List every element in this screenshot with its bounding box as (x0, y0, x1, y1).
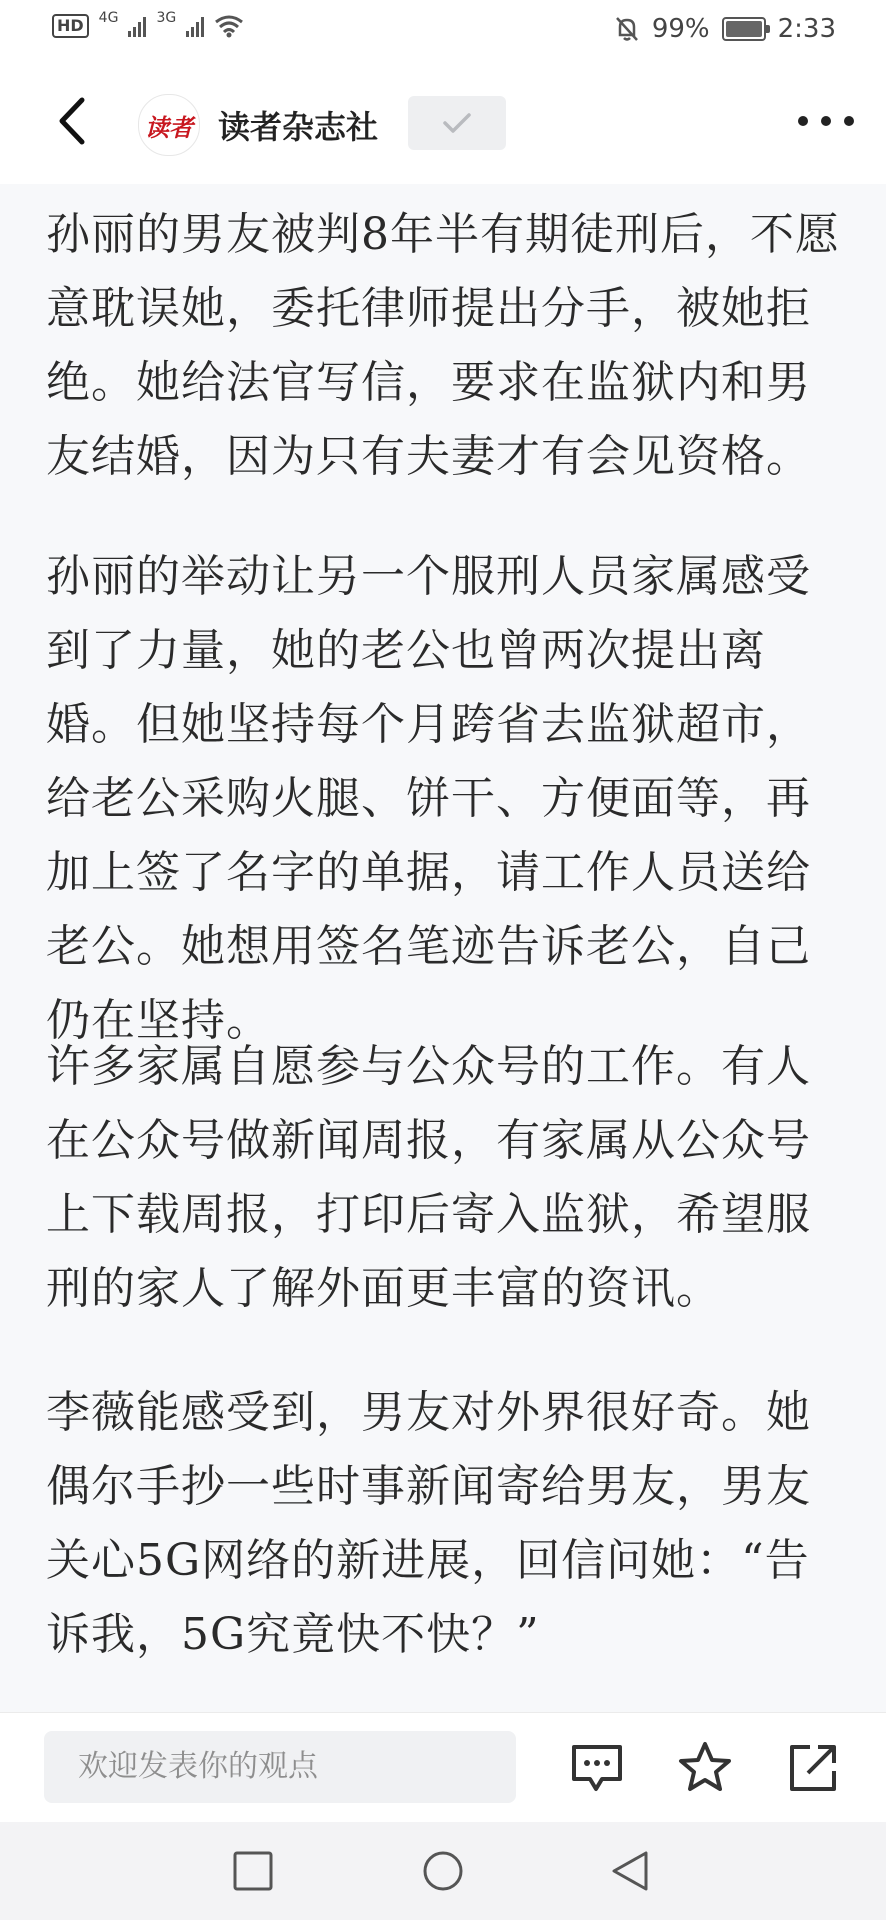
signal-icon-2 (186, 15, 204, 37)
home-icon[interactable] (420, 1848, 466, 1894)
paragraph-1: 孙丽的男友被判8年半有期徒刑后，不愿意耽误她，委托律师提出分手，被她拒绝。她给法官写信，要求在监狱内和男友结婚，因为只有夫妻才有会见资格。 (46, 209, 840, 482)
status-left (52, 10, 244, 38)
network-type-2: 3G (156, 10, 177, 26)
more-dots-icon[interactable] (798, 106, 854, 136)
account-avatar-logo[interactable]: 读者 (138, 94, 200, 156)
back-arrow-icon[interactable] (50, 96, 96, 146)
paragraph-2: 孙丽的举动让另一个服刑人员家属感受到了力量，她的老公也曾两次提出离婚。但她坚持每个月跨省去监狱超市，给老公采购火腿、饼干、方便面等，再加上签了名字的单据，请工作人员送给老公。她想用签名笔迹告诉老公，自己仍在坚持。 (46, 551, 811, 1046)
account-name[interactable]: 读者杂志社 (218, 108, 379, 146)
check-icon (441, 111, 473, 135)
back-triangle-icon[interactable] (608, 1848, 654, 1894)
paragraph-4: 李薇能感受到，男友对外界很好奇。她偶尔手抄一些时事新闻寄给男友，男友关心5G网络的新进展，回信问她：“告诉我，5G究竟快不快？” (46, 1387, 811, 1660)
top-nav-bar (0, 60, 886, 184)
system-navigation-bar (0, 1822, 886, 1920)
network-type-1: 4G (98, 10, 119, 26)
signal-icon (128, 15, 146, 37)
followed-button[interactable] (408, 96, 506, 150)
bottom-action-bar (0, 1712, 886, 1823)
battery-icon (722, 17, 766, 41)
hd-indicator: HD (52, 14, 89, 38)
wifi-icon (214, 14, 244, 38)
article-content (0, 184, 886, 1712)
status-bar (0, 0, 886, 60)
paragraph-3: 许多家属自愿参与公众号的工作。有人在公众号做新闻周报，有家属从公众号上下载周报，打印后寄入监狱，希望服刑的家人了解外面更丰富的资讯。 (46, 1041, 811, 1314)
share-icon[interactable] (784, 1739, 842, 1797)
status-right (614, 14, 836, 44)
comment-icon[interactable] (568, 1739, 626, 1797)
mute-bell-icon (614, 15, 640, 43)
battery-percent: 99% (651, 14, 710, 44)
recent-apps-icon[interactable] (230, 1848, 276, 1894)
clock: 2:33 (777, 14, 836, 44)
comment-input[interactable] (44, 1731, 516, 1803)
star-icon[interactable] (676, 1739, 734, 1797)
